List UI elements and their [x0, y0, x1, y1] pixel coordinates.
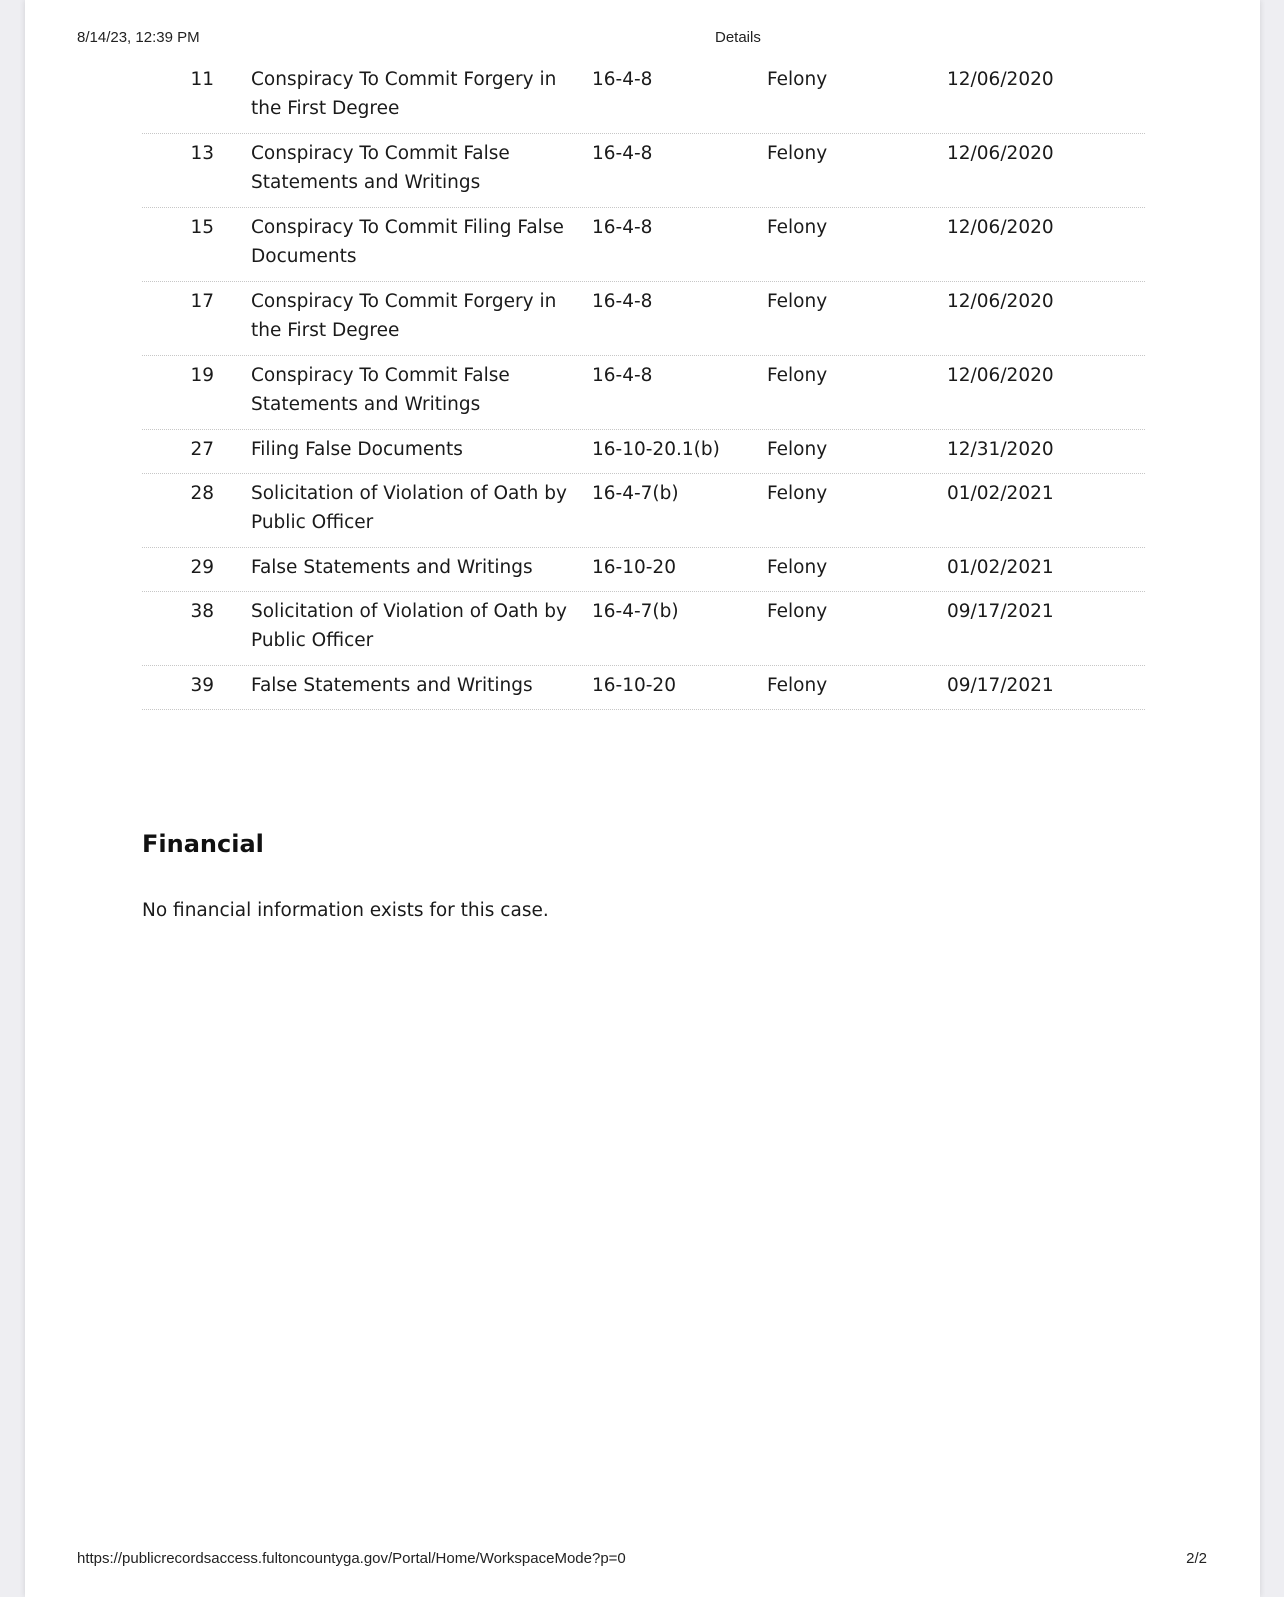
charge-description: Conspiracy To Commit Forgery in the First Degree	[251, 291, 557, 341]
table-row	[142, 356, 1145, 430]
charge-number: 17	[190, 291, 214, 312]
charge-number: 38	[190, 601, 214, 622]
charge-date: 12/06/2020	[947, 217, 1054, 238]
table-row	[142, 60, 1145, 134]
table-row	[142, 282, 1145, 356]
charge-date: 12/06/2020	[947, 69, 1054, 90]
page-number: 2/2	[1186, 1550, 1207, 1567]
charge-number: 15	[190, 217, 214, 238]
charge-level: Felony	[767, 601, 828, 622]
footer-url: https://publicrecordsaccess.fultoncountyga.gov/Portal/Home/WorkspaceMode?p=0	[77, 1550, 626, 1567]
document-page	[25, 0, 1260, 1597]
charge-date: 09/17/2021	[947, 601, 1054, 622]
table-row	[142, 430, 1145, 474]
charge-description: Solicitation of Violation of Oath by Public Officer	[251, 483, 567, 533]
charge-level: Felony	[767, 365, 828, 386]
charge-date: 09/17/2021	[947, 675, 1054, 696]
charge-description: Conspiracy To Commit Filing False Documents	[251, 217, 564, 267]
charge-statute: 16-4-7(b)	[592, 483, 679, 504]
charge-statute: 16-4-8	[592, 143, 653, 164]
charge-description: Solicitation of Violation of Oath by Public Officer	[251, 601, 567, 651]
print-page-title: Details	[715, 29, 761, 46]
charge-description: Conspiracy To Commit Forgery in the First Degree	[251, 69, 557, 119]
charge-description: Conspiracy To Commit False Statements and Writings	[251, 143, 510, 193]
charge-date: 12/06/2020	[947, 143, 1054, 164]
charge-statute: 16-4-8	[592, 217, 653, 238]
charge-description: Conspiracy To Commit False Statements and Writings	[251, 365, 510, 415]
charge-statute: 16-4-8	[592, 69, 653, 90]
charge-statute: 16-10-20	[592, 557, 676, 578]
charge-number: 29	[190, 557, 214, 578]
charge-level: Felony	[767, 143, 828, 164]
charge-description: False Statements and Writings	[251, 557, 533, 578]
charge-date: 01/02/2021	[947, 557, 1054, 578]
charge-date: 12/06/2020	[947, 291, 1054, 312]
financial-section-title: Financial	[142, 830, 264, 858]
table-row	[142, 548, 1145, 592]
charge-date: 01/02/2021	[947, 483, 1054, 504]
charge-statute: 16-4-8	[592, 365, 653, 386]
charge-description: Filing False Documents	[251, 439, 463, 460]
charge-level: Felony	[767, 291, 828, 312]
charge-number: 13	[190, 143, 214, 164]
table-row	[142, 208, 1145, 282]
charge-number: 27	[190, 439, 214, 460]
charge-date: 12/31/2020	[947, 439, 1054, 460]
charge-number: 19	[190, 365, 214, 386]
charge-statute: 16-10-20	[592, 675, 676, 696]
charge-statute: 16-4-7(b)	[592, 601, 679, 622]
charge-level: Felony	[767, 483, 828, 504]
charge-date: 12/06/2020	[947, 365, 1054, 386]
charge-level: Felony	[767, 439, 828, 460]
charge-level: Felony	[767, 557, 828, 578]
charge-statute: 16-10-20.1(b)	[592, 439, 720, 460]
charge-level: Felony	[767, 69, 828, 90]
charges-table	[142, 60, 1145, 710]
charge-description: False Statements and Writings	[251, 675, 533, 696]
charge-level: Felony	[767, 675, 828, 696]
charge-number: 28	[190, 483, 214, 504]
table-row	[142, 134, 1145, 208]
charge-statute: 16-4-8	[592, 291, 653, 312]
table-row	[142, 592, 1145, 666]
charge-number: 39	[190, 675, 214, 696]
charge-number: 11	[190, 69, 214, 90]
print-datetime: 8/14/23, 12:39 PM	[77, 29, 200, 46]
charge-level: Felony	[767, 217, 828, 238]
financial-message: No financial information exists for this case.	[142, 900, 549, 921]
table-row	[142, 474, 1145, 548]
table-row	[142, 666, 1145, 710]
